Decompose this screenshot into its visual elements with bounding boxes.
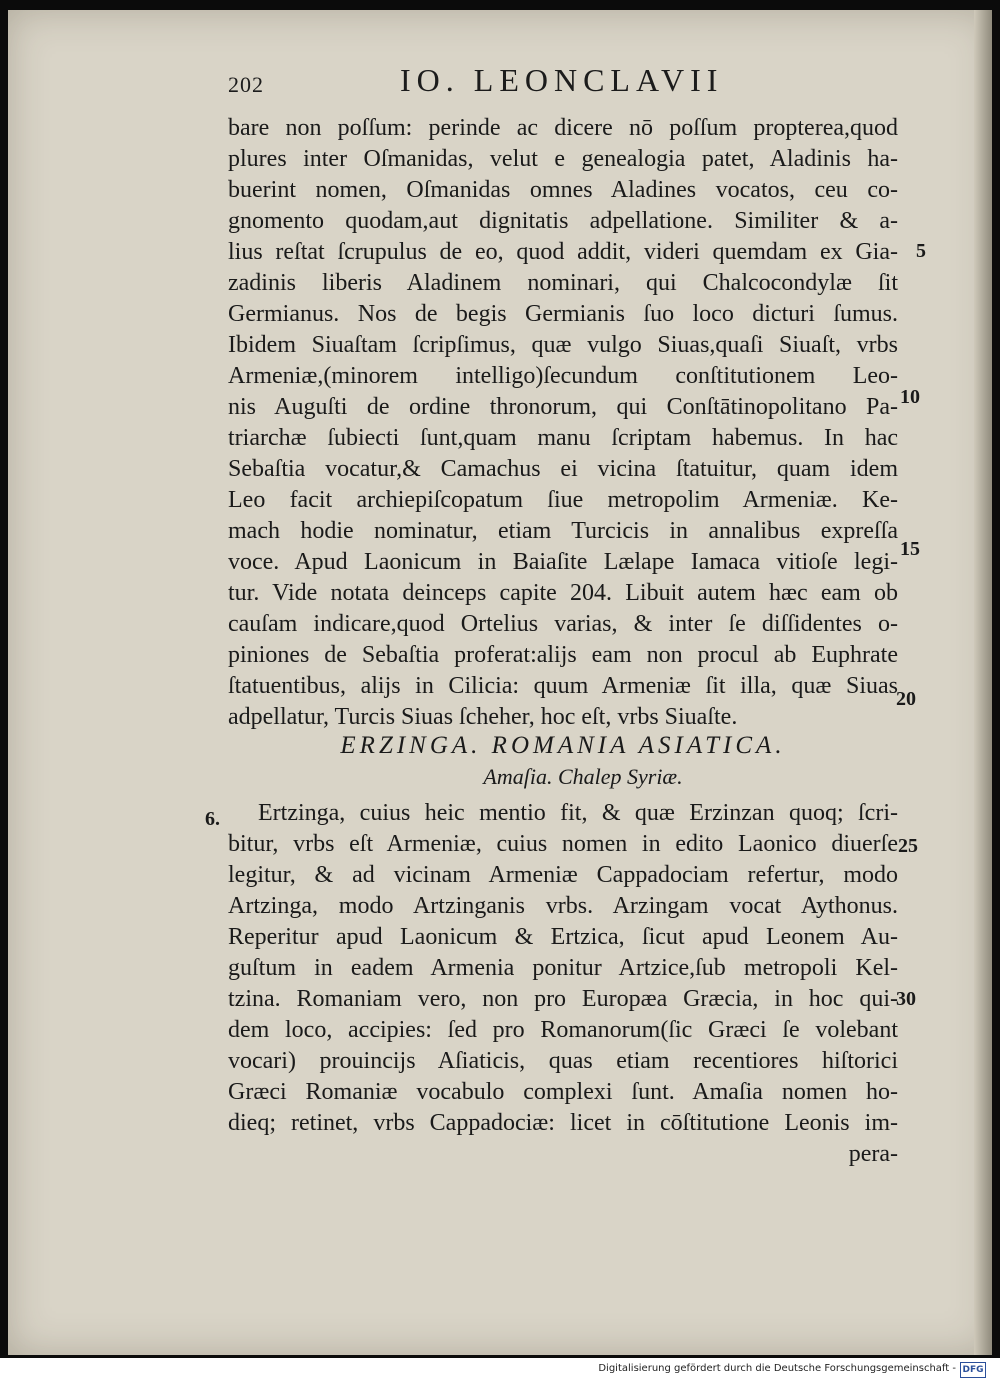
section-number: 6.	[205, 808, 220, 830]
text-line: piniones de Sebaſtia proferat:alijs eam non procul ab Euphrate	[228, 642, 898, 668]
text-line: Ibidem Siuaſtam ſcripſimus, quæ vulgo Siuas,quaſi Siuaſt, vrbs	[228, 332, 898, 358]
text-line: Ertzinga, cuius heic mentio fit, & quæ Erzinzan quoq; ſcri-	[258, 800, 898, 826]
line-number-5: 5	[916, 240, 926, 262]
text-line: adpellatur, Turcis Siuas ſcheher, hoc eſt, vrbs Siuaſte.	[228, 704, 738, 730]
text-block-1	[228, 113, 898, 733]
text-block-2	[228, 798, 898, 1170]
page-gutter-shadow	[974, 10, 992, 1355]
text-line: Sebaſtia vocatur,& Camachus ei vicina ſtatuitur, quam idem	[228, 456, 898, 482]
text-line: cauſam indicare,quod Ortelius varias, & inter ſe diſſidentes o-	[228, 611, 898, 637]
text-line: vocari) prouincijs Aſiaticis, quas etiam recentiores hiſtorici	[228, 1048, 898, 1074]
text-line: dem loco, accipies: ſed pro Romanorum(ſic Græci ſe volebant	[228, 1017, 898, 1043]
author-heading: IO. LEONCLAVII	[400, 62, 724, 98]
text-line: tzina. Romaniam vero, non pro Europæa Græcia, in hoc qui-	[228, 986, 898, 1012]
line-number-20: 20	[896, 688, 916, 710]
text-line: legitur, & ad vicinam Armeniæ Cappadociam refertur, modo	[228, 862, 898, 888]
text-line: buerint nomen, Oſmanidas omnes Aladines vocatos, ceu co-	[228, 177, 898, 203]
text-line: tur. Vide notata deinceps capite 204. Libuit autem hæc eam ob	[228, 580, 898, 606]
text-line: Græci Romaniæ vocabulo complexi ſunt. Amaſia nomen ho-	[228, 1079, 898, 1105]
dfg-logo: DFG	[960, 1362, 986, 1378]
footer-bar	[0, 1358, 1000, 1383]
section-subtitle: Amaſia. Chalep Syriæ.	[483, 764, 683, 789]
text-line: gnomento quodam,aut dignitatis adpellatione. Similiter & a-	[228, 208, 898, 234]
text-line: Leo facit archiepiſcopatum ſiue metropolim Armeniæ. Ke-	[228, 487, 898, 513]
text-line: voce. Apud Laonicum in Baiaſite Lælape Iamaca vitioſe legi-	[228, 549, 898, 575]
footer-credit: Digitalisierung gefördert durch die Deutsche Forschungsgemeinschaft -	[598, 1363, 956, 1374]
text-line: plures inter Oſmanidas, velut e genealogia patet, Aladinis ha-	[228, 146, 898, 172]
text-line: Artzinga, modo Artzinganis vrbs. Arzingam vocat Aythonus.	[228, 893, 898, 919]
catchword: pera-	[848, 1141, 898, 1167]
text-line: zadinis liberis Aladinem nominari, qui Chalcocondylæ ſit	[228, 270, 898, 296]
text-line: bitur, vrbs eſt Armeniæ, cuius nomen in edito Laonico diuerſe	[228, 831, 898, 857]
text-line: bare non poſſum: perinde ac dicere nō poſſum propterea,quod	[228, 115, 898, 141]
text-line: mach hodie nominatur, etiam Turcicis in annalibus expreſſa	[228, 518, 898, 544]
text-line: Armeniæ,(minorem intelligo)ſecundum conſtitutionem Leo-	[228, 363, 898, 389]
running-head	[228, 62, 748, 102]
section-heading	[228, 730, 898, 792]
section-title: ERZINGA. ROMANIA ASIATICA.	[340, 732, 786, 759]
text-line: Reperitur apud Laonicum & Ertzica, ſicut apud Leonem Au-	[228, 924, 898, 950]
text-line: nis Auguſti de ordine thronorum, qui Conſtātinopolitano Pa-	[228, 394, 898, 420]
text-line: Germianus. Nos de begis Germianis ſuo loco dicturi ſumus.	[228, 301, 898, 327]
page-number: 202	[228, 72, 264, 97]
text-line: ſtatuentibus, alijs in Cilicia: quum Armeniæ ſit illa, quæ Siuas	[228, 673, 898, 699]
text-line: guſtum in eadem Armenia ponitur Artzice,ſub metropoli Kel-	[228, 955, 898, 981]
line-number-25: 25	[898, 835, 918, 857]
text-line: triarchæ ſubiecti ſunt,quam manu ſcriptam habemus. In hac	[228, 425, 898, 451]
line-number-30: 30	[896, 988, 916, 1010]
line-number-15: 15	[900, 538, 920, 560]
text-line: lius reſtat ſcrupulus de eo, quod addit, videri quemdam ex Gia-	[228, 239, 898, 265]
line-number-10: 10	[900, 386, 920, 408]
text-line: dieq; retinet, vrbs Cappadociæ: licet in cōſtitutione Leonis im-	[228, 1110, 898, 1136]
